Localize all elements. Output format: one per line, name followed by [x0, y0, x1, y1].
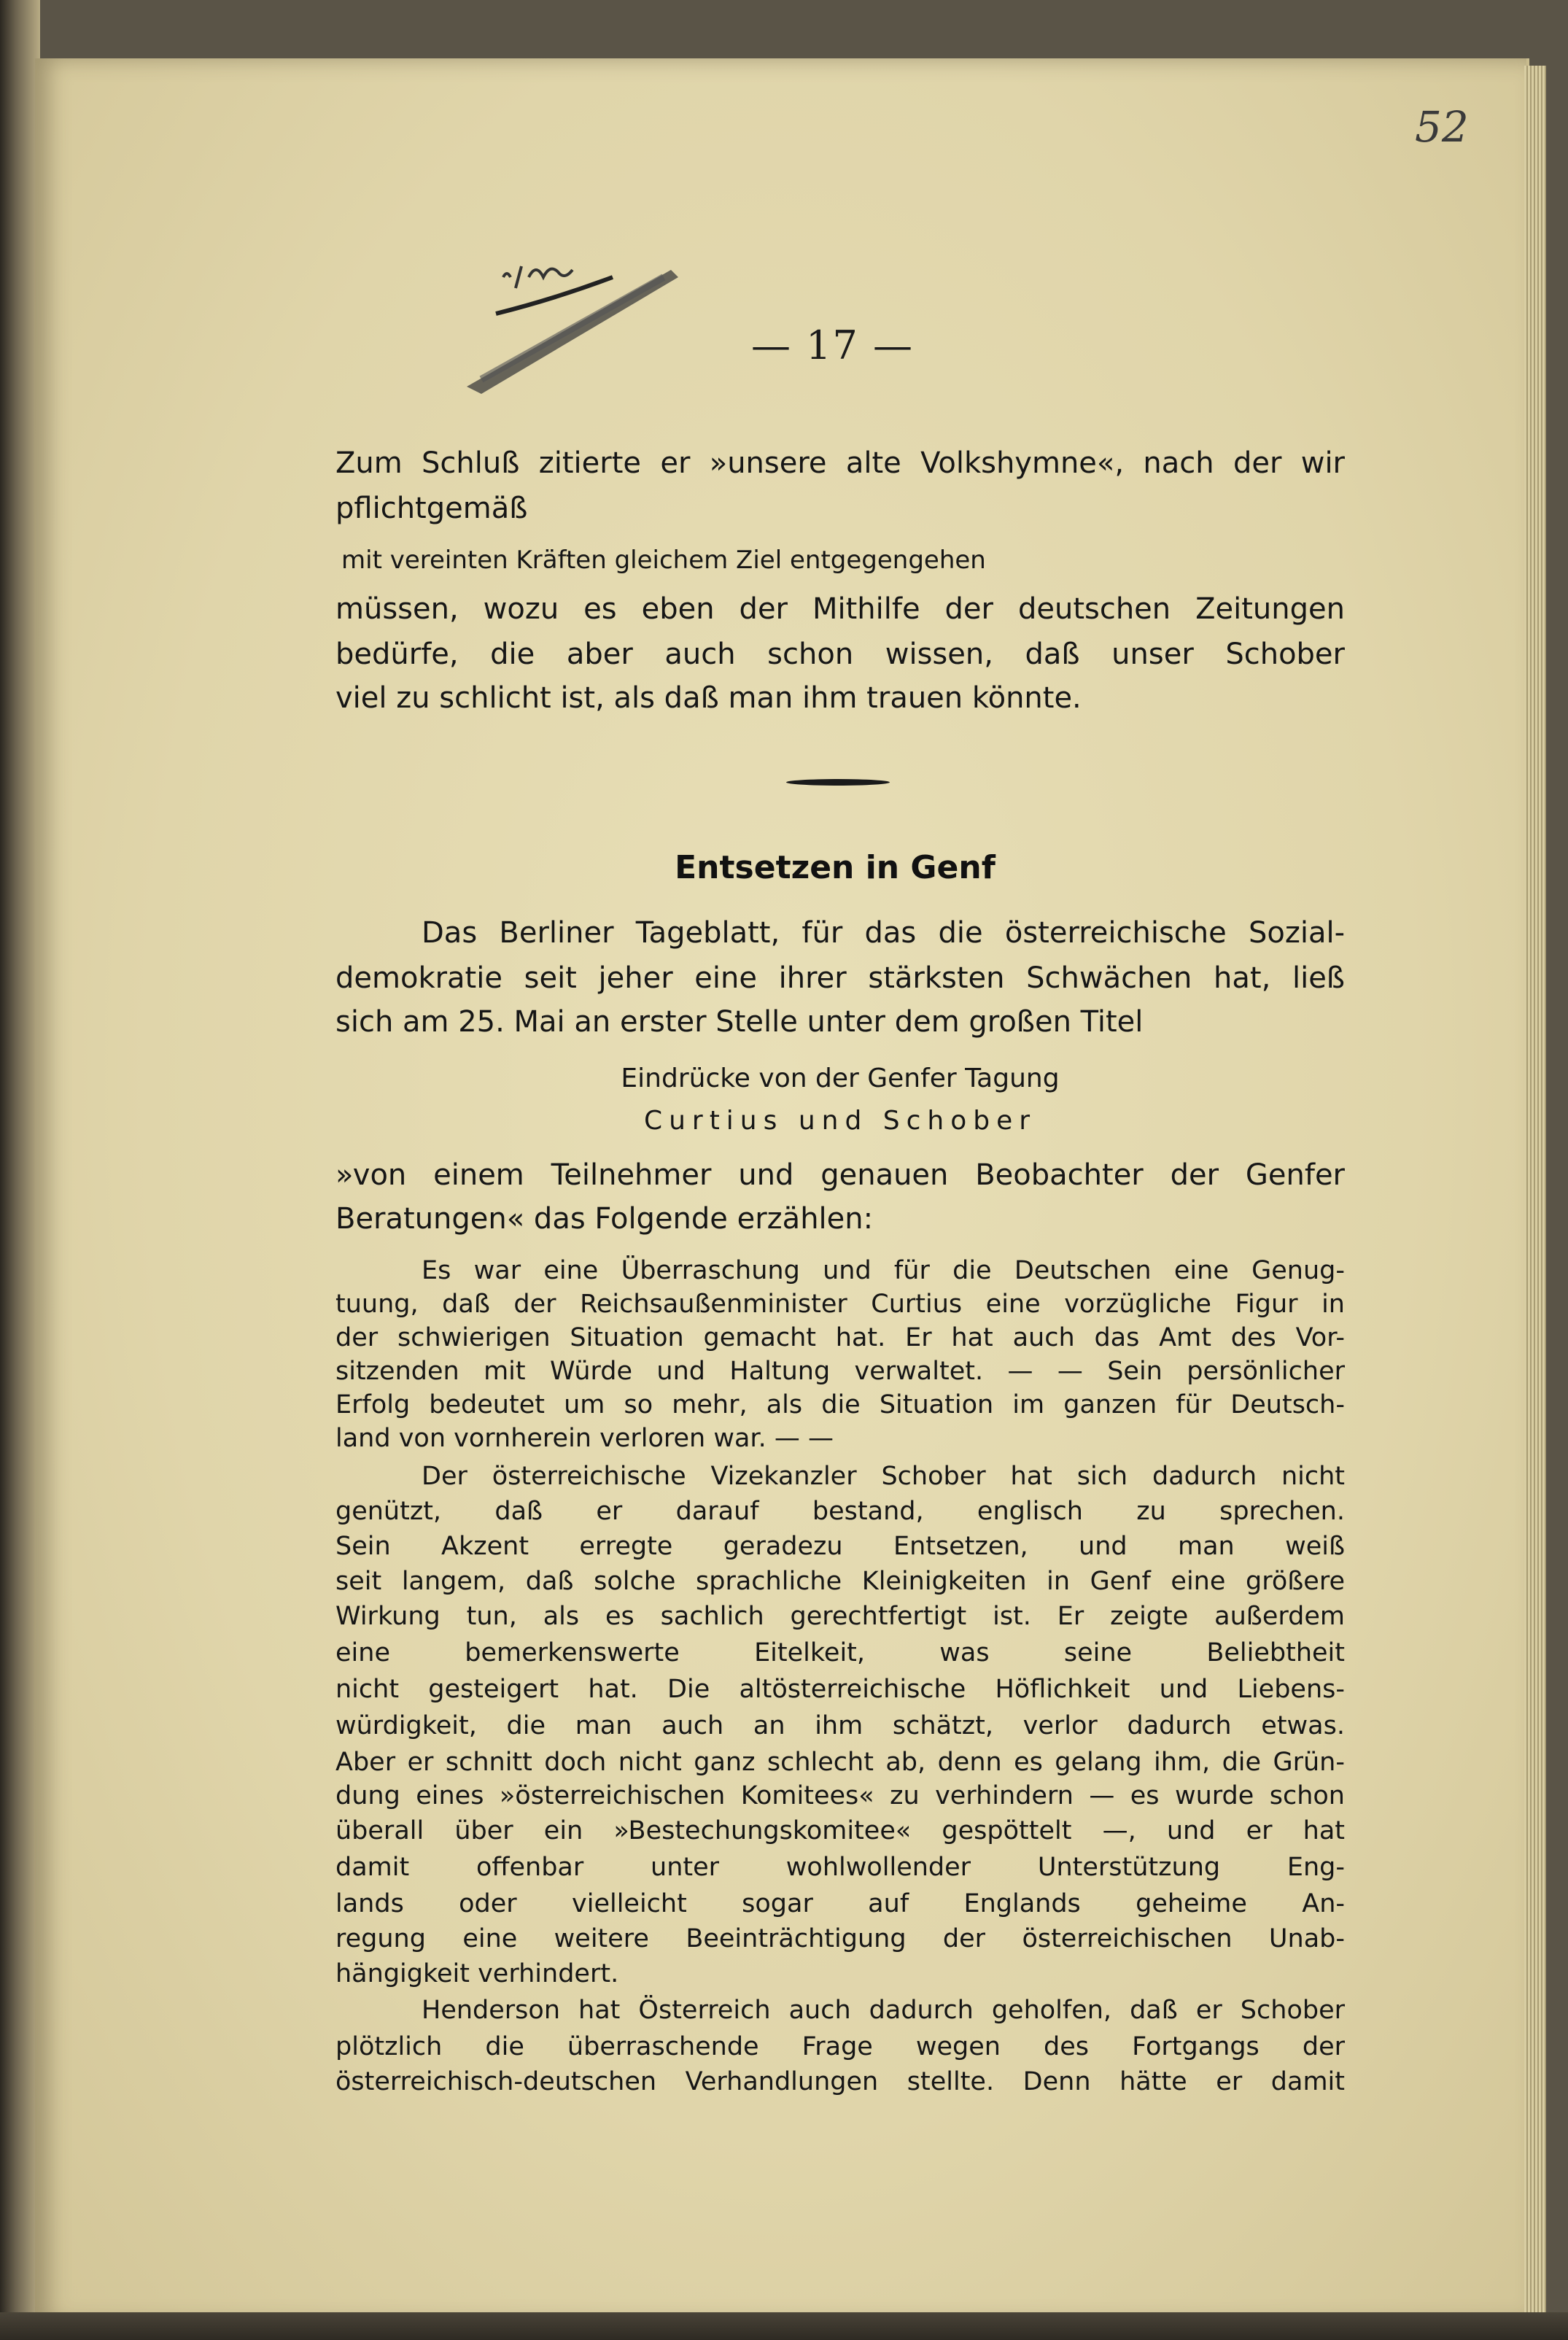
quote-line: seit langem, daß solche sprachliche Kleinigkeiten in Genf eine größere: [335, 1567, 1345, 1596]
quote-line: würdigkeit, die man auch an ihm schätzt, verlor dadurch etwas.: [335, 1711, 1345, 1740]
text-line: pflichtgemäß: [335, 492, 528, 525]
folio-mark: 52: [1415, 102, 1469, 152]
quote-line: tuung, daß der Reichsaußenminister Curtius eine vorzügliche Figur in: [335, 1290, 1345, 1319]
text-line: demokratie seit jeher eine ihrer stärksten Schwächen hat, ließ: [335, 961, 1345, 995]
text-line: müssen, wozu es eben der Mithilfe der deutschen Zeitungen: [335, 592, 1345, 626]
quote-line: Sein Akzent erregte geradezu Entsetzen, und man weiß: [335, 1532, 1345, 1561]
pencil-annotation-icon: [452, 233, 686, 408]
quote-line: Aber er schnitt doch nicht ganz schlecht ab, denn es gelang ihm, die Grün-: [335, 1748, 1345, 1777]
quote-line: der schwierigen Situation gemacht hat. Er hat auch das Amt des Vor-: [335, 1323, 1345, 1352]
bottom-shadow: [0, 2312, 1568, 2340]
quote-line: Der österreichische Vizekanzler Schober hat sich dadurch nicht: [422, 1462, 1345, 1491]
quote-line: überall über ein »Bestechungskomitee« gespöttelt —, und er hat: [335, 1816, 1345, 1845]
quote-line: dung eines »österreichischen Komitees« zu verhindern — es wurde schon: [335, 1781, 1345, 1810]
text-line: Das Berliner Tageblatt, für das die österreichische Sozial-: [422, 916, 1345, 950]
quote-line: nicht gesteigert hat. Die altösterreichische Höflichkeit und Liebens-: [335, 1675, 1345, 1704]
article-title-1: Eindrücke von der Genfer Tagung: [621, 1064, 1060, 1093]
quote-line: plötzlich die überraschende Frage wegen des Fortgangs der: [335, 2032, 1345, 2061]
quote-line: österreichisch-deutschen Verhandlungen stellte. Denn hätte er damit: [335, 2067, 1345, 2096]
quote-line: sitzenden mit Würde und Haltung verwaltet. — — Sein persönlicher: [335, 1357, 1345, 1386]
article-title-2: Curtius und Schober: [643, 1106, 1037, 1136]
section-heading: Entsetzen in Genf: [675, 849, 995, 886]
text-line: Beratungen« das Folgende erzählen:: [335, 1202, 874, 1236]
quote-line: Es war eine Überraschung und für die Deutschen eine Genug-: [422, 1256, 1345, 1285]
quote-line: genützt, daß er darauf bestand, englisch zu sprechen.: [335, 1497, 1345, 1526]
quote-line: regung eine weitere Beeinträchtigung der österreichischen Unab-: [335, 1924, 1345, 1953]
quote-line: Erfolg bedeutet um so mehr, als die Situation im ganzen für Deutsch-: [335, 1390, 1345, 1419]
text-line: »von einem Teilnehmer und genauen Beobachter der Genfer: [335, 1158, 1345, 1192]
left-page-gutter: [0, 0, 40, 2340]
section-divider: [786, 779, 890, 786]
quote-line: Henderson hat Österreich auch dadurch geholfen, daß er Schober: [422, 1996, 1345, 2025]
quote-line: lands oder vielleicht sogar auf Englands geheime An-: [335, 1889, 1345, 1918]
verse-line: mit vereinten Kräften gleichem Ziel entgegengehen: [341, 546, 986, 575]
quote-line: eine bemerkenswerte Eitelkeit, was seine Beliebtheit: [335, 1638, 1345, 1667]
text-line: sich am 25. Mai an erster Stelle unter dem großen Titel: [335, 1005, 1144, 1039]
page-edges: [1524, 66, 1546, 2312]
quote-line: damit offenbar unter wohlwollender Unterstützung Eng-: [335, 1853, 1345, 1882]
text-line: Zum Schluß zitierte er »unsere alte Volkshymne«, nach der wir: [335, 446, 1345, 480]
quote-line: hängigkeit verhindert.: [335, 1959, 619, 1988]
text-line: bedürfe, die aber auch schon wissen, daß unser Schober: [335, 638, 1345, 671]
text-line: viel zu schlicht ist, als daß man ihm trauen könnte.: [335, 681, 1082, 715]
quote-line: Wirkung tun, als es sachlich gerechtfertigt ist. Er zeigte außerdem: [335, 1602, 1345, 1631]
quote-line: land von vornherein verloren war. — —: [335, 1424, 834, 1453]
page-number: — 17 —: [751, 322, 915, 368]
